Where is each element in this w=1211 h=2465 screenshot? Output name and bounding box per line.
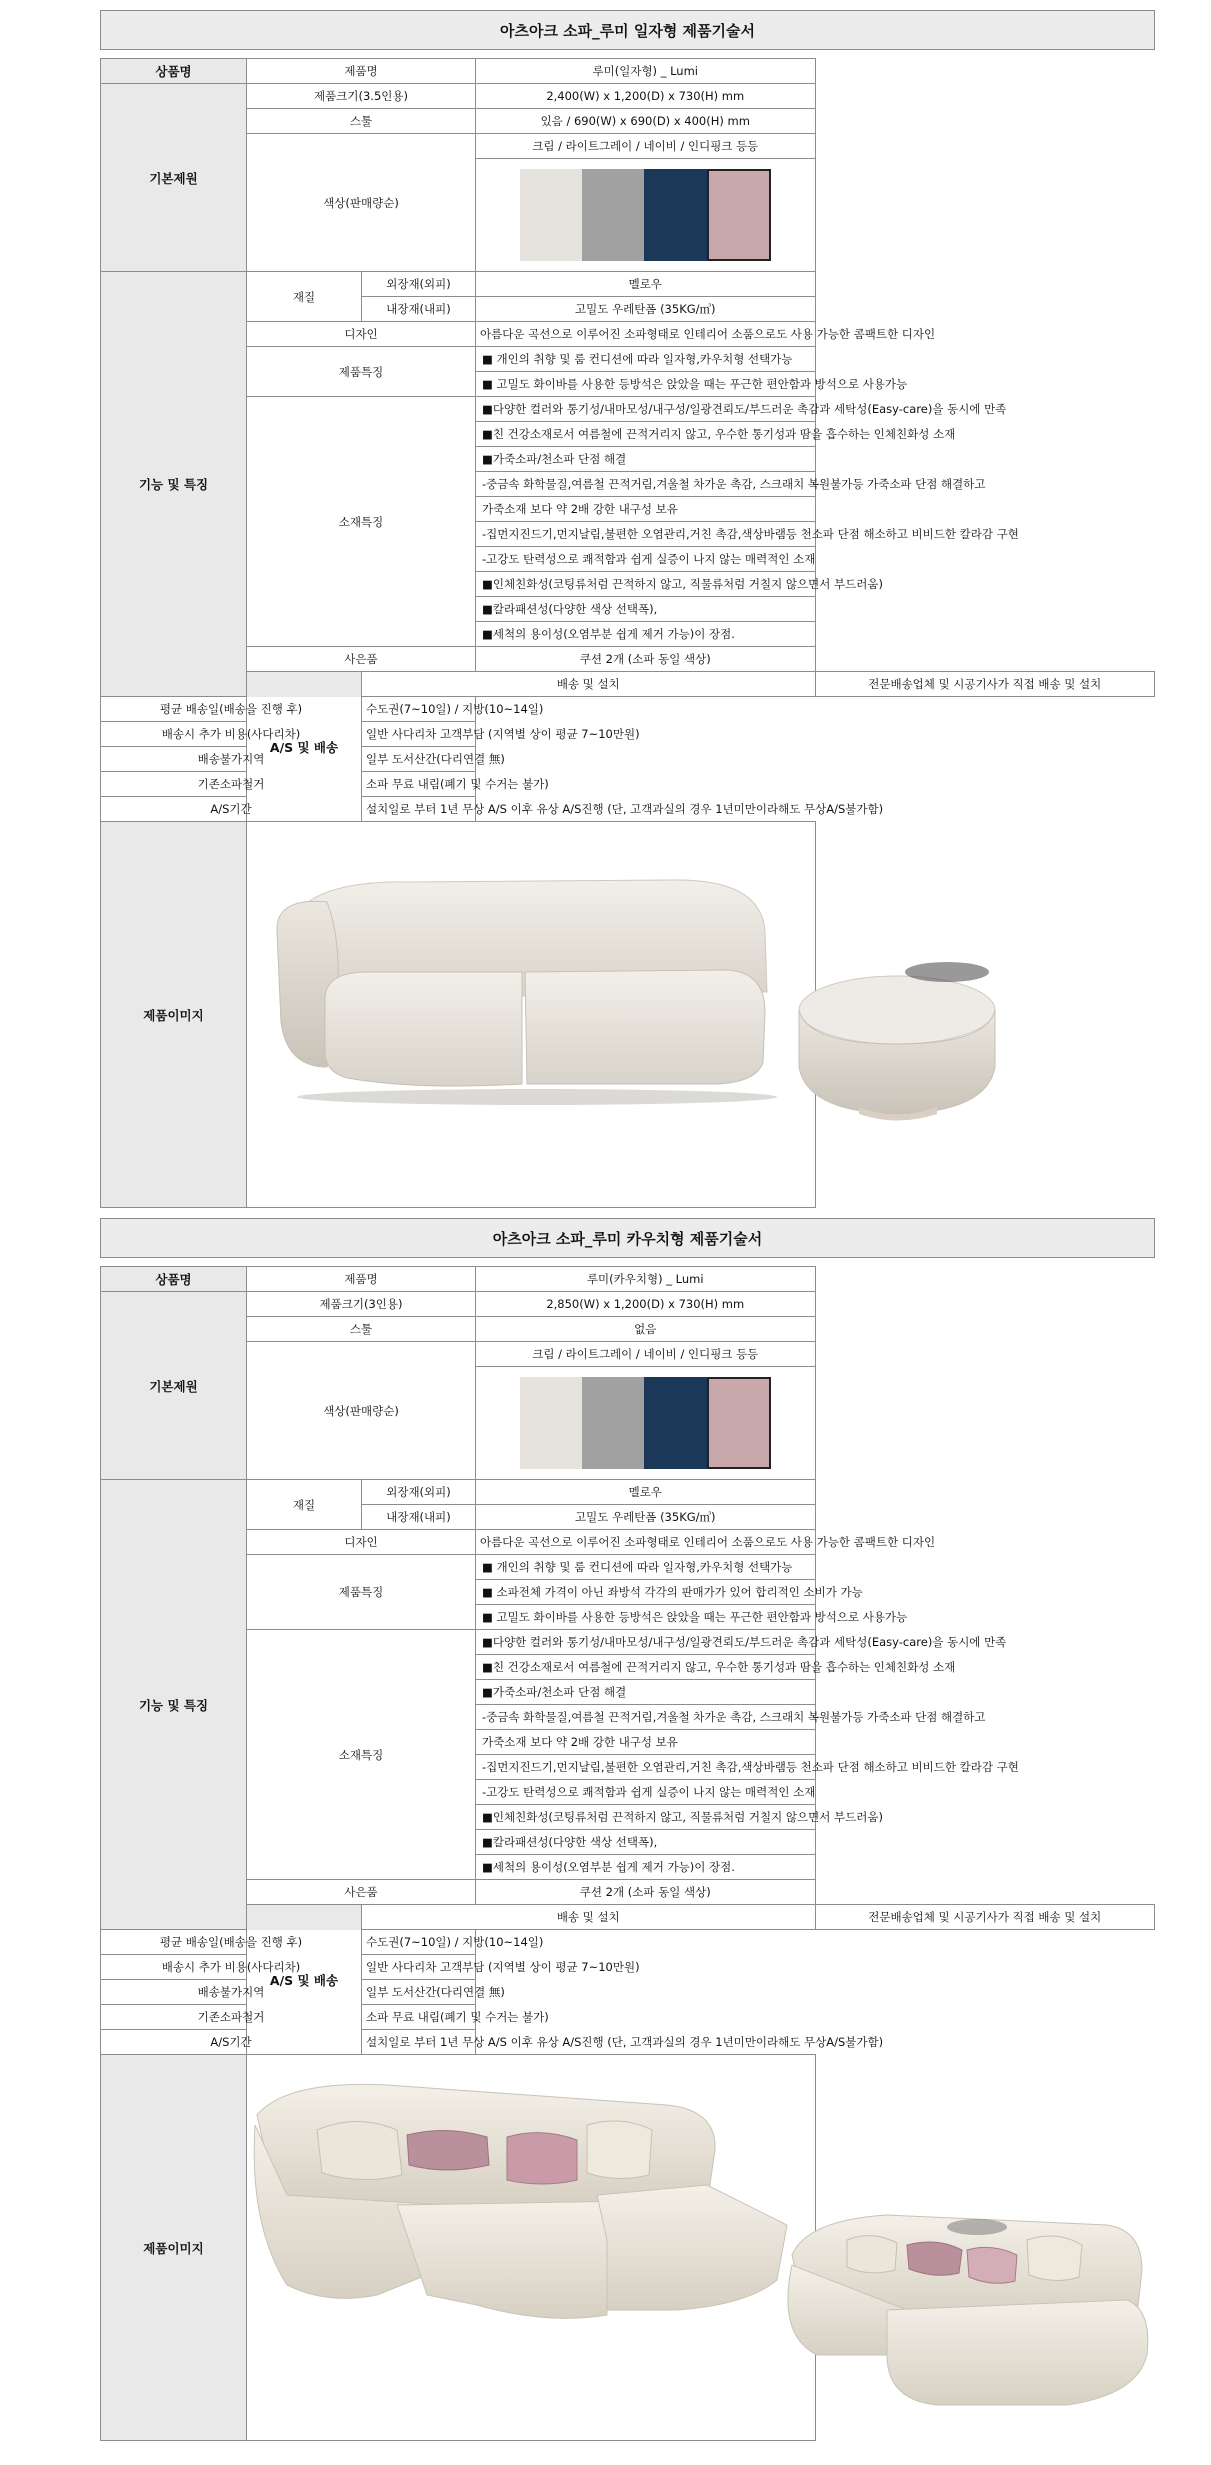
- material-feat-line: -집먼지진드기,먼지날림,불편한 오염관리,거친 촉감,색상바램등 천소파 단점 해소하고 비비드한 칼라감 구현: [476, 522, 815, 547]
- value-delivery: 설치일로 부터 1년 무상 A/S 이후 유상 A/S진행 (단, 고객과실의 경우 1년미만이라해도 무상A/S불가함): [362, 797, 476, 822]
- material-feat-line: ■인체친화성(코팅류처럼 끈적하지 않고, 직물류처럼 거칠지 않으면서 부드러움): [476, 1805, 815, 1830]
- label-material-feat: 소재특징: [247, 397, 476, 647]
- material-feat-line: ■친 건강소재로서 여름철에 끈적거리지 않고, 우수한 통기성과 땀을 흡수하는 인체친화성 소재: [476, 422, 815, 447]
- label-material: 재질: [247, 272, 362, 322]
- value-design: 아름다운 곡선으로 이루어진 소파형태로 인테리어 소품으로도 사용 가능한 콤팩트한 디자인: [476, 1530, 815, 1555]
- label-delivery: 배송시 추가 비용(사다리차): [101, 1955, 362, 1980]
- label-color: 색상(판매량순): [247, 134, 476, 272]
- color-swatches: [480, 165, 810, 265]
- value-stool: 있음 / 690(W) x 690(D) x 400(H) mm: [476, 109, 815, 134]
- value-delivery: 일반 사다리차 고객부담 (지역별 상이 평균 7~10만원): [362, 722, 476, 747]
- label-delivery: A/S기간: [101, 797, 362, 822]
- value-gift: 쿠션 2개 (소파 동일 색상): [476, 1880, 815, 1905]
- value-color: 크림 / 라이트그레이 / 네이비 / 인디핑크 등등: [476, 134, 815, 159]
- row-image: [101, 822, 1155, 1208]
- swatch-cell: [476, 1367, 815, 1480]
- value-inner: 고밀도 우레탄폼 (35KG/㎥): [476, 297, 815, 322]
- value-size: 2,400(W) x 1,200(D) x 730(H) mm: [476, 84, 815, 109]
- row-design: [101, 1530, 1155, 1555]
- value-inner: 고밀도 우레탄폼 (35KG/㎥): [476, 1505, 815, 1530]
- row-delivery: [101, 722, 1155, 747]
- value-color: 크림 / 라이트그레이 / 네이비 / 인디핑크 등등: [476, 1342, 815, 1367]
- value-product-name: 루미(일자형) _ Lumi: [476, 59, 815, 84]
- material-feat-line: -중금속 화학물질,여름철 끈적거림,겨울철 차가운 촉감, 스크래치 복원불가등 가죽소파 단점 해결하고: [476, 1705, 815, 1730]
- row-design: [101, 322, 1155, 347]
- cat-product: 상품명: [101, 1267, 247, 1292]
- product-image-cell: [247, 822, 816, 1208]
- cat-basic: 기본제원: [101, 1292, 247, 1480]
- cat-basic: 기본제원: [101, 84, 247, 272]
- row-delivery: [101, 747, 1155, 772]
- value-stool: 없음: [476, 1317, 815, 1342]
- cat-product: 상품명: [101, 59, 247, 84]
- label-delivery: 배송시 추가 비용(사다리차): [101, 722, 362, 747]
- value-product-name: 루미(카우치형) _ Lumi: [476, 1267, 815, 1292]
- value-delivery: 소파 무료 내림(폐기 및 수거는 불가): [362, 772, 476, 797]
- label-gift: 사은품: [247, 1880, 476, 1905]
- row-product-name: [101, 59, 1155, 84]
- label-stool: 스툴: [247, 109, 476, 134]
- label-stool: 스툴: [247, 1317, 476, 1342]
- row-delivery: [101, 2005, 1155, 2030]
- row-gift: [101, 647, 1155, 672]
- spec-table: [100, 1266, 1155, 2441]
- material-feat-line: ■다양한 컬러와 통기성/내마모성/내구성/일광견뢰도/부드러운 촉감과 세탁성(Easy-care)을 동시에 만족: [476, 1630, 815, 1655]
- value-outer: 멜로우: [476, 1480, 815, 1505]
- cat-features: 기능 및 특징: [101, 272, 247, 697]
- material-feat-line: -중금속 화학물질,여름철 끈적거림,겨울철 차가운 촉감, 스크래치 복원불가등 가죽소파 단점 해결하고: [476, 472, 815, 497]
- color-swatches: [480, 1373, 810, 1473]
- material-feat-line: ■다양한 컬러와 통기성/내마모성/내구성/일광견뢰도/부드러운 촉감과 세탁성(Easy-care)을 동시에 만족: [476, 397, 815, 422]
- label-outer: 외장재(외피): [362, 1480, 476, 1505]
- value-design: 아름다운 곡선으로 이루어진 소파형태로 인테리어 소품으로도 사용 가능한 콤팩트한 디자인: [476, 322, 815, 347]
- spec-table: [100, 58, 1155, 1208]
- label-size: 제품크기(3인용): [247, 1292, 476, 1317]
- label-delivery: 기존소파철거: [101, 772, 362, 797]
- row-image: [101, 2055, 1155, 2441]
- cat-image: 제품이미지: [101, 2055, 247, 2441]
- value-gift: 쿠션 2개 (소파 동일 색상): [476, 647, 815, 672]
- label-delivery: 배송불가지역: [101, 1980, 362, 2005]
- label-material-feat: 소재특징: [247, 1630, 476, 1880]
- label-delivery: 평균 배송일(배송을 진행 후): [101, 697, 362, 722]
- row-color: [101, 1342, 1155, 1367]
- label-gift: 사은품: [247, 647, 476, 672]
- value-delivery: 일반 사다리차 고객부담 (지역별 상이 평균 7~10만원): [362, 1955, 476, 1980]
- material-feat-line: -고강도 탄력성으로 쾌적함과 쉽게 실증이 나지 않는 매력적인 소재: [476, 547, 815, 572]
- row-delivery: [101, 1955, 1155, 1980]
- row-delivery: [101, 672, 1155, 697]
- cat-delivery: A/S 및 배송: [247, 1905, 362, 2055]
- row-material-feat: [101, 397, 1155, 422]
- label-delivery: 배송 및 설치: [362, 672, 816, 697]
- label-delivery: 평균 배송일(배송을 진행 후): [101, 1930, 362, 1955]
- label-product-feat: 제품특징: [247, 347, 476, 397]
- row-product-feat: [101, 347, 1155, 372]
- row-delivery: [101, 772, 1155, 797]
- sofa-couch-image: [247, 2055, 1155, 2440]
- cat-features: 기능 및 특징: [101, 1480, 247, 1930]
- material-feat-line: ■가죽소파/천소파 단점 해결: [476, 447, 815, 472]
- cat-image: 제품이미지: [101, 822, 247, 1208]
- material-feat-line: ■칼라패션성(다양한 색상 선택폭),: [476, 597, 815, 622]
- label-outer: 외장재(외피): [362, 272, 476, 297]
- swatch-cell: [476, 159, 815, 272]
- material-feat-line: ■칼라패션성(다양한 색상 선택폭),: [476, 1830, 815, 1855]
- row-delivery: [101, 697, 1155, 722]
- row-stool: [101, 1317, 1155, 1342]
- material-feat-line: 가죽소재 보다 약 2배 강한 내구성 보유: [476, 497, 815, 522]
- row-product-name: [101, 1267, 1155, 1292]
- value-delivery: 수도권(7~10일) / 지방(10~14일): [362, 1930, 476, 1955]
- product-feat-line: ■ 고밀도 화이바를 사용한 등방석은 앉았을 때는 푸근한 편안함과 방석으로 사용가능: [476, 1605, 815, 1630]
- product-feat-line: ■ 개인의 취향 및 룸 컨디션에 따라 일자형,카우치형 선택가능: [476, 347, 815, 372]
- label-product-name: 제품명: [247, 59, 476, 84]
- row-delivery: [101, 797, 1155, 822]
- value-delivery: 일부 도서산간(다리연결 無): [362, 1980, 476, 2005]
- row-outer: [101, 1480, 1155, 1505]
- label-product-name: 제품명: [247, 1267, 476, 1292]
- material-feat-line: ■가죽소파/천소파 단점 해결: [476, 1680, 815, 1705]
- label-color: 색상(판매량순): [247, 1342, 476, 1480]
- cat-delivery: A/S 및 배송: [247, 672, 362, 822]
- spec-sheet-straight: [100, 10, 1155, 1208]
- material-feat-line: 가죽소재 보다 약 2배 강한 내구성 보유: [476, 1730, 815, 1755]
- swatch-light-gray: [582, 1377, 644, 1469]
- label-product-feat: 제품특징: [247, 1555, 476, 1630]
- label-inner: 내장재(내피): [362, 1505, 476, 1530]
- material-feat-line: ■인체친화성(코팅류처럼 끈적하지 않고, 직물류처럼 거칠지 않으면서 부드러움): [476, 572, 815, 597]
- label-material: 재질: [247, 1480, 362, 1530]
- swatch-cream: [520, 1377, 582, 1469]
- sofa-straight-image: [247, 822, 1155, 1207]
- material-feat-line: ■세척의 용이성(오염부분 쉽게 제거 가능)이 장점.: [476, 1855, 815, 1880]
- label-delivery: A/S기간: [101, 2030, 362, 2055]
- value-delivery: 전문배송업체 및 시공기사가 직접 배송 및 설치: [815, 1905, 1155, 1930]
- material-feat-line: -집먼지진드기,먼지날림,불편한 오염관리,거친 촉감,색상바램등 천소파 단점 해소하고 비비드한 칼라감 구현: [476, 1755, 815, 1780]
- value-outer: 멜로우: [476, 272, 815, 297]
- label-design: 디자인: [247, 1530, 476, 1555]
- label-delivery: 기존소파철거: [101, 2005, 362, 2030]
- spec-sheet-couch: [100, 1218, 1155, 2441]
- material-feat-line: ■친 건강소재로서 여름철에 끈적거리지 않고, 우수한 통기성과 땀을 흡수하는 인체친화성 소재: [476, 1655, 815, 1680]
- row-delivery: [101, 2030, 1155, 2055]
- swatch-indi-pink: [707, 169, 771, 261]
- label-inner: 내장재(내피): [362, 297, 476, 322]
- value-delivery: 수도권(7~10일) / 지방(10~14일): [362, 697, 476, 722]
- row-stool: [101, 109, 1155, 134]
- material-feat-line: -고강도 탄력성으로 쾌적함과 쉽게 실증이 나지 않는 매력적인 소재: [476, 1780, 815, 1805]
- label-design: 디자인: [247, 322, 476, 347]
- material-feat-line: ■세척의 용이성(오염부분 쉽게 제거 가능)이 장점.: [476, 622, 815, 647]
- row-delivery: [101, 1930, 1155, 1955]
- product-feat-line: ■ 고밀도 화이바를 사용한 등방석은 앉았을 때는 푸근한 편안함과 방석으로 사용가능: [476, 372, 815, 397]
- row-size: [101, 84, 1155, 109]
- value-delivery: 설치일로 부터 1년 무상 A/S 이후 유상 A/S진행 (단, 고객과실의 경우 1년미만이라해도 무상A/S불가함): [362, 2030, 476, 2055]
- label-delivery: 배송불가지역: [101, 747, 362, 772]
- row-delivery: [101, 1905, 1155, 1930]
- product-feat-line: ■ 소파전체 가격이 아닌 좌방석 각각의 판매가가 있어 합리적인 소비가 가능: [476, 1580, 815, 1605]
- row-outer: [101, 272, 1155, 297]
- value-delivery: 일부 도서산간(다리연결 無): [362, 747, 476, 772]
- row-color: [101, 134, 1155, 159]
- label-delivery: 배송 및 설치: [362, 1905, 816, 1930]
- row-delivery: [101, 1980, 1155, 2005]
- product-image-cell: [247, 2055, 816, 2441]
- row-material-feat: [101, 1630, 1155, 1655]
- row-product-feat: [101, 1555, 1155, 1580]
- label-size: 제품크기(3.5인용): [247, 84, 476, 109]
- value-size: 2,850(W) x 1,200(D) x 730(H) mm: [476, 1292, 815, 1317]
- swatch-light-gray: [582, 169, 644, 261]
- swatch-cream: [520, 169, 582, 261]
- swatch-indi-pink: [707, 1377, 771, 1469]
- value-delivery: 전문배송업체 및 시공기사가 직접 배송 및 설치: [815, 672, 1155, 697]
- swatch-navy: [644, 169, 706, 261]
- row-size: [101, 1292, 1155, 1317]
- value-delivery: 소파 무료 내림(폐기 및 수거는 불가): [362, 2005, 476, 2030]
- spec-title: 아츠아크 소파_루미 일자형 제품기술서: [100, 10, 1155, 50]
- swatch-navy: [644, 1377, 706, 1469]
- product-feat-line: ■ 개인의 취향 및 룸 컨디션에 따라 일자형,카우치형 선택가능: [476, 1555, 815, 1580]
- row-gift: [101, 1880, 1155, 1905]
- spec-title: 아츠아크 소파_루미 카우치형 제품기술서: [100, 1218, 1155, 1258]
